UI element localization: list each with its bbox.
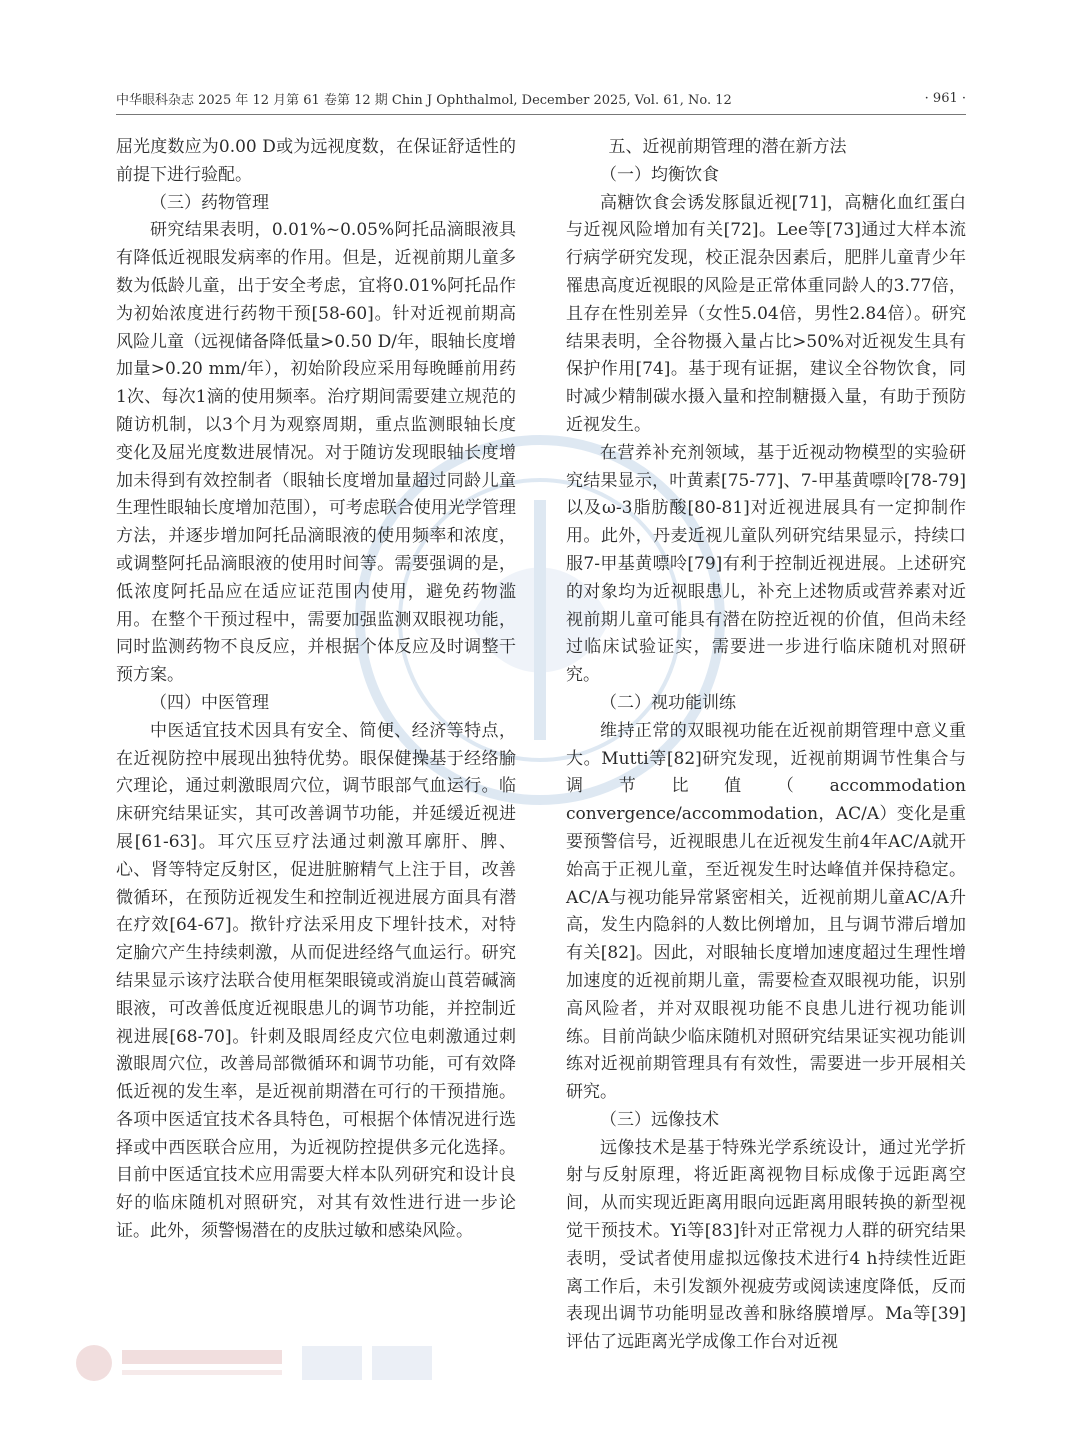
heading-remote-image-technology: （三）远像技术 bbox=[600, 1109, 719, 1130]
paragraph-nutrition-supplements: 在营养补充剂领域，基于近视动物模型的实验研究结果显示，叶黄素[75-77]、7-甲基黄嘌呤[78-79]以及ω-3脂肪酸[80-81]对近视进展具有一定抑制作用。此外，丹麦近视儿童队列研究结果显示，持续口服7-甲基黄嘌呤[79]有利于控制近视进展。上述研究的对象均为近视眼患儿，补充上述物质或营养素对近视前期儿童可能具有潜在防控近视的价值，但尚未经过临床试验证实，需要进一步进行临床随机对照研究。 bbox=[566, 442, 966, 686]
paragraph-visual-function-training: 维持正常的双眼视功能在近视前期管理中意义重大。Mutti等[82]研究发现，近视前期调节性集合与调节比值（accommodation convergence/accommodation，AC/A）变化是重要预警信号，近视眼患儿在近视发生前4年AC/A就开始高于正视儿童，至近视发生时达峰值并保持稳定。AC/A与视功能异常紧密相关，近视前期儿童AC/A升高，发生内隐斜的人数比例增加，且与调节滞后增加有关[82]。因此，对眼轴长度增加速度超过生理性增加速度的近视前期儿童，需要检查双眼视功能，识别高风险者，并对双眼视功能不良患儿进行视功能训练。目前尚缺少临床随机对照研究结果证实视功能训练对近视前期管理具有有效性，需要进一步开展相关研究。 bbox=[566, 720, 966, 1103]
header-divider bbox=[116, 114, 966, 115]
paragraph-continued: 屈光度数应为0.00 D或为远视度数，在保证舒适性的前提下进行验配。 bbox=[116, 137, 516, 185]
heading-balanced-diet: （一）均衡饮食 bbox=[600, 164, 719, 185]
paragraph-balanced-diet: 高糖饮食会诱发豚鼠近视[71]，高糖化血红蛋白与近视风险增加有关[72]。Lee等[73]通过大样本流行病学研究发现，校正混杂因素后，肥胖儿童青少年罹患高度近视眼的风险是正常体重同龄人的3.77倍，且存在性别差异（女性5.04倍，男性2.84倍）。研究结果表明，全谷物摄入量占比>50%对近视发生具有保护作用[74]。基于现有证据，建议全谷物饮食，同时减少精制碳水摄入量和控制糖摄入量，有助于预防近视发生。 bbox=[566, 192, 966, 435]
page-number: · 961 · bbox=[924, 90, 966, 106]
journal-citation: 中华眼科杂志 2025 年 12 月第 61 卷第 12 期 Chin J Ophthalmol, December 2025, Vol. 61, No. 12 bbox=[116, 92, 732, 108]
publisher-logo bbox=[72, 1338, 492, 1388]
paragraph-remote-image-technology: 远像技术是基于特殊光学系统设计，通过光学折射与反射原理，将近距离视物目标成像于远距离空间，从而实现近距离用眼向远距离用眼转换的新型视觉干预技术。Yi等[83]针对正常视力人群的研究结果表明，受试者使用虚拟远像技术进行4 h持续性近距离工作后，未引发额外视疲劳或阅读速度降低，反而表现出调节功能明显改善和脉络膜增厚。Ma等[39]评估了远距离光学成像工作台对近视 bbox=[566, 1137, 966, 1353]
heading-tcm-management: （四）中医管理 bbox=[150, 692, 269, 713]
paragraph-drug-management: 研究结果表明，0.01%~0.05%阿托品滴眼液具有降低近视眼发病率的作用。但是，近视前期儿童多数为低龄儿童，出于安全考虑，宜将0.01%阿托品作为初始浓度进行药物干预[58-60]。针对近视前期高风险儿童（远视储备降低量>0.50 D/年，眼轴长度增加量>0.20 mm/年），初始阶段应采用每晚睡前用药1次、每次1滴的使用频率。治疗期间需要建立规范的随访机制，以3个月为观察周期，重点监测眼轴长度变化及屈光度数进展情况。对于随访发现眼轴长度增加未得到有效控制者（眼轴长度增加量超过同龄儿童生理性眼轴长度增加范围），可考虑联合使用光学管理方法，并逐步增加阿托品滴眼液的使用频率和浓度，或调整阿托品滴眼液的使用时间等。需要强调的是，低浓度阿托品应在适应证范围内使用，避免药物滥用。在整个干预过程中，需要加强监测双眼视功能，同时监测药物不良反应，并根据个体反应及时调整干预方案。 bbox=[116, 220, 516, 686]
paragraph-tcm-management: 中医适宜技术因具有安全、简便、经济等特点，在近视防控中展现出独特优势。眼保健操基于经络腧穴理论，通过刺激眼周穴位，调节眼部气血运行。临床研究结果证实，其可改善调节功能，并延缓近视进展[61-63]。耳穴压豆疗法通过刺激耳廓肝、脾、心、肾等特定反射区，促进脏腑精气上注于目，改善微循环，在预防近视发生和控制近视进展方面具有潜在疗效[64-67]。揿针疗法采用皮下埋针技术，对特定腧穴产生持续刺激，从而促进经络气血运行。研究结果显示该疗法联合使用框架眼镜或消旋山莨菪碱滴眼液，可改善低度近视眼患儿的调节功能，并控制近视进展[68-70]。针刺及眼周经皮穴位电刺激通过刺激眼周穴位，改善局部微循环和调节功能，可有效降低近视的发生率，是近视前期潜在可行的干预措施。各项中医适宜技术各具特色，可根据个体情况进行选择或中西医联合应用，为近视防控提供多元化选择。目前中医适宜技术应用需要大样本队列研究和设计良好的临床随机对照研究，对其有效性进行进一步论证。此外，须警惕潜在的皮肤过敏和感染风险。 bbox=[116, 720, 516, 1242]
running-header bbox=[116, 86, 966, 110]
right-column bbox=[566, 134, 966, 1357]
left-column bbox=[116, 134, 516, 1246]
heading-drug-management: （三）药物管理 bbox=[150, 192, 269, 213]
heading-section-5: 五、近视前期管理的潜在新方法 bbox=[608, 137, 847, 157]
heading-visual-function-training: （二）视功能训练 bbox=[600, 692, 736, 713]
